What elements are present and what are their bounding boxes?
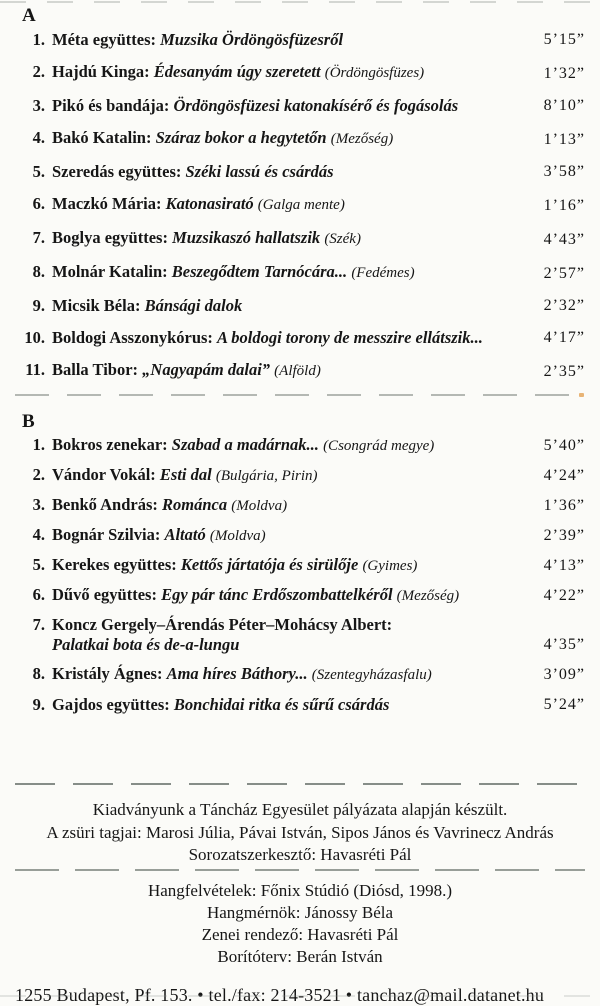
- track-text: [15, 193, 536, 216]
- track-number: 6.: [32, 585, 45, 604]
- track-text: [15, 95, 536, 116]
- track-title: „Nagyapám dalai”: [142, 360, 271, 379]
- side-b-tracklist: [15, 435, 585, 725]
- track-text: [15, 261, 536, 284]
- track-text: [15, 615, 536, 655]
- track-text: [15, 555, 536, 576]
- track-number: 5.: [32, 555, 45, 574]
- production-line: Borítóterv: Berán István: [217, 946, 383, 966]
- track-title: A boldogi torony de messzire ellátszik...: [217, 328, 483, 347]
- side-a-tracklist: [15, 29, 585, 394]
- track-text: [15, 664, 536, 685]
- track-artist: Balla Tibor:: [52, 360, 139, 379]
- track-text: [15, 161, 536, 182]
- track-number: 5.: [32, 162, 45, 181]
- track-row: [15, 161, 585, 182]
- track-text: [15, 465, 536, 486]
- track-region-note: (Alföld): [274, 363, 321, 379]
- track-region-note: (Szentegyházasfalu): [311, 667, 432, 683]
- track-number: 8.: [32, 262, 45, 281]
- track-title: Ama híres Báthory...: [166, 664, 308, 683]
- track-title: Románca: [162, 495, 228, 514]
- track-number: 3.: [32, 495, 45, 514]
- track-text: [15, 61, 536, 84]
- track-number: 3.: [32, 96, 45, 115]
- track-region-note: (Csongrád megye): [323, 438, 435, 454]
- track-text: [15, 29, 536, 50]
- track-number: 4.: [32, 525, 45, 544]
- track-duration: 4’24”: [543, 467, 585, 484]
- side-b-section: [15, 412, 585, 725]
- track-duration: 4’17”: [543, 329, 585, 346]
- track-row: [15, 193, 585, 216]
- track-number: 11.: [25, 360, 45, 379]
- track-title: Katonasirató: [165, 194, 254, 213]
- track-row: [15, 435, 585, 456]
- track-region-note: (Szék): [324, 231, 361, 247]
- track-row: [15, 29, 585, 50]
- track-duration: 3’09”: [543, 666, 585, 683]
- track-duration: 4’22”: [543, 587, 585, 604]
- track-number: 10.: [24, 328, 45, 347]
- side-a-section: [15, 6, 585, 394]
- track-region-note: (Gyimes): [362, 558, 418, 574]
- track-duration: 2’39”: [543, 527, 585, 544]
- track-region-note: (Fedémes): [351, 265, 415, 281]
- track-artist: Boldogi Asszonykórus:: [52, 328, 213, 347]
- track-region-note: (Galga mente): [257, 197, 345, 213]
- track-duration: 4’43”: [543, 231, 585, 248]
- track-row: [15, 495, 585, 516]
- track-row: [15, 95, 585, 116]
- track-row: [15, 664, 585, 685]
- track-title: Esti dal: [159, 465, 212, 484]
- track-title: Ördöngösfüzesi katonakísérő és fogásolás: [173, 96, 459, 115]
- track-number: 6.: [32, 194, 45, 213]
- credits-line: Sorozatszerkesztő: Havasréti Pál: [188, 845, 412, 864]
- track-duration: 1’36”: [543, 497, 585, 514]
- track-text: [15, 435, 536, 456]
- track-duration: 1’13”: [543, 131, 585, 148]
- track-row: [15, 615, 585, 655]
- track-title: Édesanyám úgy szeretett: [153, 62, 321, 81]
- track-title: Altató: [164, 525, 206, 544]
- track-region-note: (Mezőség): [396, 588, 460, 604]
- track-artist: Micsik Béla:: [52, 296, 141, 315]
- track-artist: Benkő András:: [52, 495, 158, 514]
- track-artist: Koncz Gergely–Árendás Péter–Mohácsy Albert:: [52, 615, 393, 634]
- track-title: Beszegődtem Tarnócára...: [171, 262, 348, 281]
- track-row: [15, 261, 585, 284]
- track-artist: Maczkó Mária:: [52, 194, 162, 213]
- track-text: [15, 359, 536, 382]
- track-artist: Gajdos együttes:: [52, 695, 170, 714]
- track-text: [15, 585, 536, 606]
- track-artist: Dűvő együttes:: [52, 585, 157, 604]
- track-number: 9.: [32, 296, 45, 315]
- track-artist: Méta együttes:: [52, 30, 156, 49]
- track-row: [15, 525, 585, 546]
- track-number: 2.: [32, 62, 45, 81]
- track-row: [15, 585, 585, 606]
- track-duration: 5’15”: [543, 31, 585, 48]
- side-b-label: B: [22, 411, 35, 432]
- production-line: Hangmérnök: Jánossy Béla: [206, 902, 394, 922]
- credits-line: Kiadványunk a Táncház Egyesület pályázata alapján készült.: [92, 800, 508, 819]
- track-duration: 3’58”: [543, 163, 585, 180]
- track-number: 2.: [32, 465, 45, 484]
- track-artist: Szeredás együttes:: [52, 162, 182, 181]
- production-divider: [15, 869, 585, 871]
- track-text: [15, 495, 536, 516]
- track-duration: 1’16”: [543, 197, 585, 214]
- track-duration: 4’35”: [543, 636, 585, 653]
- track-title: Bonchidai ritka és sűrű csárdás: [173, 695, 390, 714]
- track-text: [15, 327, 536, 348]
- track-artist: Bokros zenekar:: [52, 435, 168, 454]
- track-artist: Bognár Szilvia:: [52, 525, 161, 544]
- track-artist: Kristály Ágnes:: [52, 664, 163, 683]
- side-a-label: A: [22, 5, 36, 26]
- track-artist: Pikó és bandája:: [52, 96, 170, 115]
- production-line: Hangfelvételek: Főnix Stúdió (Diósd, 1998.): [147, 880, 453, 900]
- track-number: 7.: [32, 228, 45, 247]
- track-duration: 5’24”: [543, 696, 585, 713]
- track-number: 1.: [32, 30, 45, 49]
- track-text: [15, 227, 536, 250]
- track-row: [15, 465, 585, 486]
- track-number: 1.: [32, 435, 45, 454]
- track-number: 8.: [32, 664, 45, 683]
- credits-divider: [15, 783, 585, 785]
- track-duration: 2’57”: [543, 265, 585, 282]
- credits-block: [15, 799, 585, 867]
- track-artist: Vándor Vokál:: [52, 465, 156, 484]
- track-region-note: (Bulgária, Pirin): [215, 468, 318, 484]
- track-text: [15, 525, 536, 546]
- scan-edge-artifact-top: [0, 1, 600, 3]
- track-row: [15, 295, 585, 316]
- track-artist: Kerekes együttes:: [52, 555, 177, 574]
- track-duration: 2’35”: [543, 363, 585, 380]
- track-region-note: (Moldva): [209, 528, 266, 544]
- track-number: 9.: [32, 695, 45, 714]
- track-duration: 4’13”: [543, 557, 585, 574]
- track-title: Száraz bokor a hegytetőn: [155, 128, 327, 147]
- track-row: [15, 227, 585, 250]
- track-row: [15, 555, 585, 576]
- track-duration: 8’10”: [543, 97, 585, 114]
- track-region-note: (Moldva): [231, 498, 288, 514]
- credits-line: A zsüri tagjai: Marosi Júlia, Pávai István, Sipos János és Vavrinecz András: [46, 822, 554, 842]
- track-title: Kettős jártatója és sirülője: [180, 555, 359, 574]
- track-row: [15, 359, 585, 382]
- production-block: [15, 880, 585, 968]
- scan-speck: [579, 393, 584, 397]
- track-row: [15, 327, 585, 348]
- track-region-note: (Ördöngösfüzes): [324, 65, 425, 81]
- track-artist: Bakó Katalin:: [52, 128, 152, 147]
- track-title: Szabad a madárnak...: [171, 435, 319, 454]
- track-text: [15, 127, 536, 150]
- track-text: [15, 695, 536, 715]
- track-title: Muzsikaszó hallatszik: [172, 228, 321, 247]
- contact-line: 1255 Budapest, Pf. 153. • tel./fax: 214-3521 • tanchaz@mail.datanet.hu: [15, 984, 545, 1005]
- track-title: Egy pár tánc Erdőszombattelkéről: [161, 585, 393, 604]
- track-title: Muzsika Ördöngösfüzesről: [160, 30, 344, 49]
- track-duration: 1’32”: [543, 65, 585, 82]
- track-title: Bánsági dalok: [144, 296, 243, 315]
- track-title: Palatkai bota és de-a-lungu: [52, 635, 240, 654]
- track-duration: 5’40”: [543, 437, 585, 454]
- track-number: 4.: [32, 128, 45, 147]
- production-line: Zenei rendező: Havasréti Pál: [201, 924, 399, 944]
- section-divider: [15, 394, 585, 396]
- track-artist: Molnár Katalin:: [52, 262, 168, 281]
- track-text: [15, 295, 536, 316]
- track-region-note: (Mezőség): [330, 131, 394, 147]
- scan-edge-artifact-bottom: [0, 995, 600, 997]
- track-row: [15, 694, 585, 715]
- track-row: [15, 127, 585, 150]
- track-title: Széki lassú és csárdás: [185, 162, 334, 181]
- track-row: [15, 61, 585, 84]
- track-duration: 2’32”: [543, 297, 585, 314]
- track-number: 7.: [32, 615, 45, 634]
- track-artist: Hajdú Kinga:: [52, 62, 150, 81]
- track-artist: Boglya együttes:: [52, 228, 168, 247]
